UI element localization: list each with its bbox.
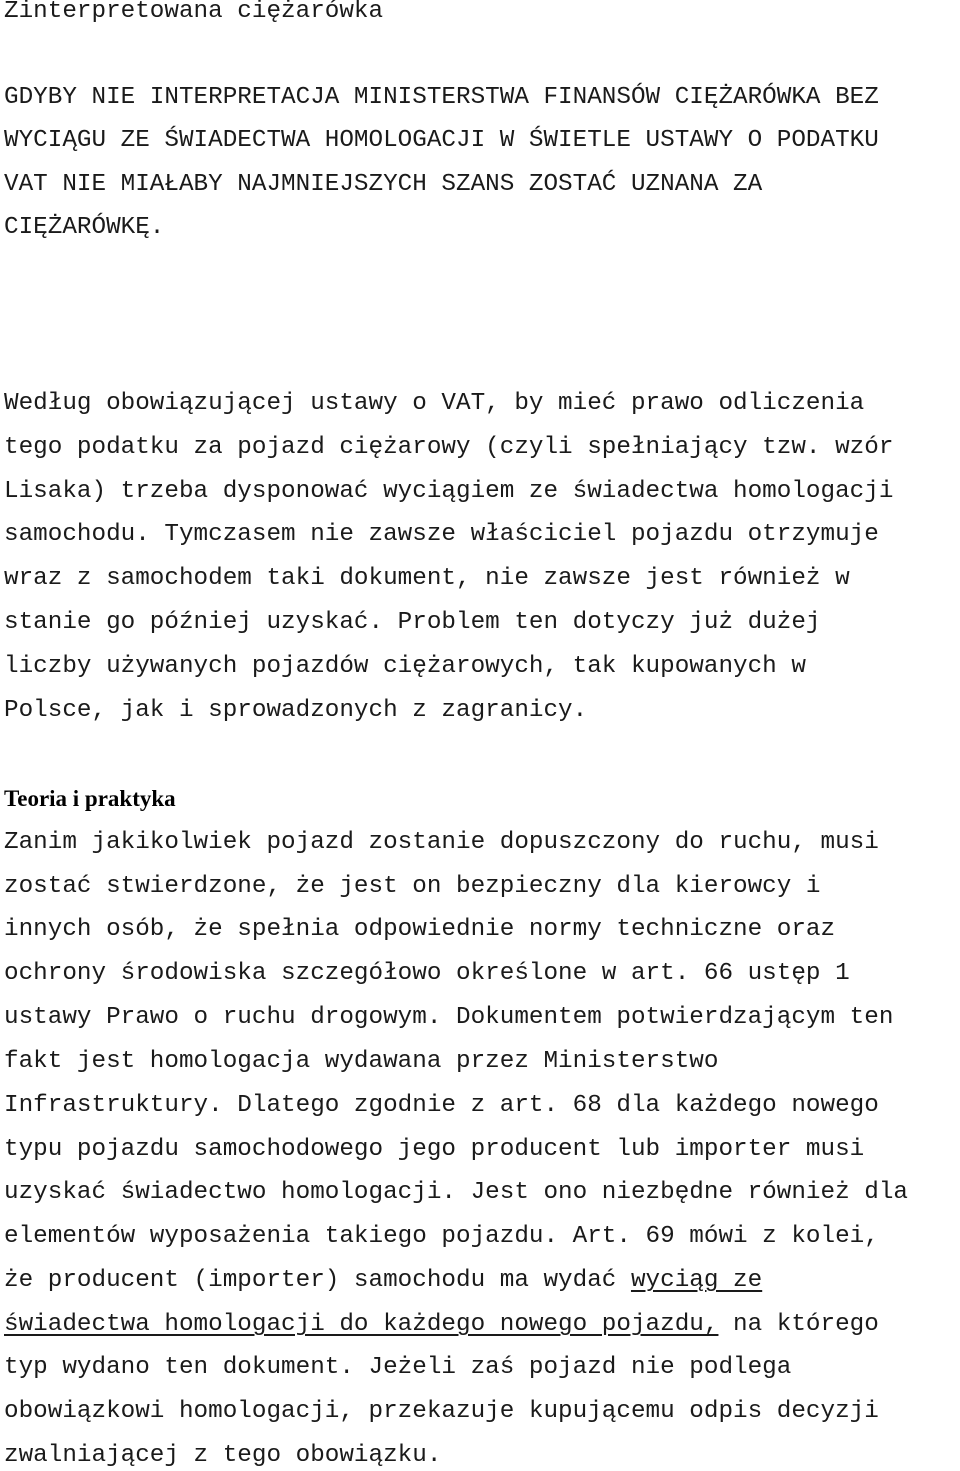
body-line: typ wydano ten dokument. Jeżeli zaś pojazd nie podlega <box>4 1354 792 1381</box>
intro-line: Lisaka) trzeba dysponować wyciągiem ze świadectwa homologacji <box>4 478 894 505</box>
body-line <box>4 1267 762 1294</box>
body-text: na którego <box>718 1311 879 1338</box>
intro-line: Według obowiązującej ustawy o VAT, by mieć prawo odliczenia <box>4 390 865 417</box>
intro-line: tego podatku za pojazd ciężarowy (czyli spełniający tzw. wzór <box>4 434 894 461</box>
lead-line: VAT NIE MIAŁABY NAJMNIEJSZYCH SZANS ZOSTAĆ UZNANA ZA <box>4 171 763 198</box>
lead-line: CIĘŻARÓWKĘ. <box>4 214 165 241</box>
body-line: zwalniającej z tego obowiązku. <box>4 1442 442 1469</box>
body-line: Infrastruktury. Dlatego zgodnie z art. 68 dla każdego nowego <box>4 1092 879 1119</box>
body-line: elementów wyposażenia takiego pojazdu. Art. 69 mówi z kolei, <box>4 1223 879 1250</box>
body-line: Zanim jakikolwiek pojazd zostanie dopuszczony do ruchu, musi <box>4 829 879 856</box>
body-line: uzyskać świadectwo homologacji. Jest ono niezbędne również dla <box>4 1179 908 1206</box>
body-line <box>4 1311 879 1338</box>
body-line: typu pojazdu samochodowego jego producent lub importer musi <box>4 1136 865 1163</box>
extract-link-continued[interactable]: świadectwa homologacji do każdego nowego pojazdu, <box>4 1311 719 1338</box>
body-text: że producent (importer) samochodu ma wydać <box>4 1267 631 1294</box>
lead-line: GDYBY NIE INTERPRETACJA MINISTERSTWA FINANSÓW CIĘŻARÓWKA BEZ <box>4 84 879 111</box>
intro-line: wraz z samochodem taki dokument, nie zawsze jest również w <box>4 565 850 592</box>
body-line: obowiązkowi homologacji, przekazuje kupującemu odpis decyzji <box>4 1398 879 1425</box>
lead-line: WYCIĄGU ZE ŚWIADECTWA HOMOLOGACJI W ŚWIETLE USTAWY O PODATKU <box>4 127 879 154</box>
intro-line: samochodu. Tymczasem nie zawsze właściciel pojazdu otrzymuje <box>4 521 879 548</box>
body-line: fakt jest homologacja wydawana przez Ministerstwo <box>4 1048 719 1075</box>
body-line: ochrony środowiska szczegółowo określone w art. 66 ustęp 1 <box>4 960 850 987</box>
extract-link[interactable]: wyciąg ze <box>630 1267 763 1294</box>
section-heading: Teoria i praktyka <box>4 786 176 811</box>
intro-line: stanie go później uzyskać. Problem ten dotyczy już dużej <box>4 609 821 636</box>
body-line: zostać stwierdzone, że jest on bezpieczny dla kierowcy i <box>4 873 821 900</box>
intro-line: Polsce, jak i sprowadzonych z zagranicy. <box>4 697 588 724</box>
body-line: innych osób, że spełnia odpowiednie normy techniczne oraz <box>4 916 836 943</box>
document-title: Zinterpretowana ciężarówka <box>4 0 384 25</box>
body-line: ustawy Prawo o ruchu drogowym. Dokumentem potwierdzającym ten <box>4 1004 894 1031</box>
intro-line: liczby używanych pojazdów ciężarowych, tak kupowanych w <box>4 653 806 680</box>
